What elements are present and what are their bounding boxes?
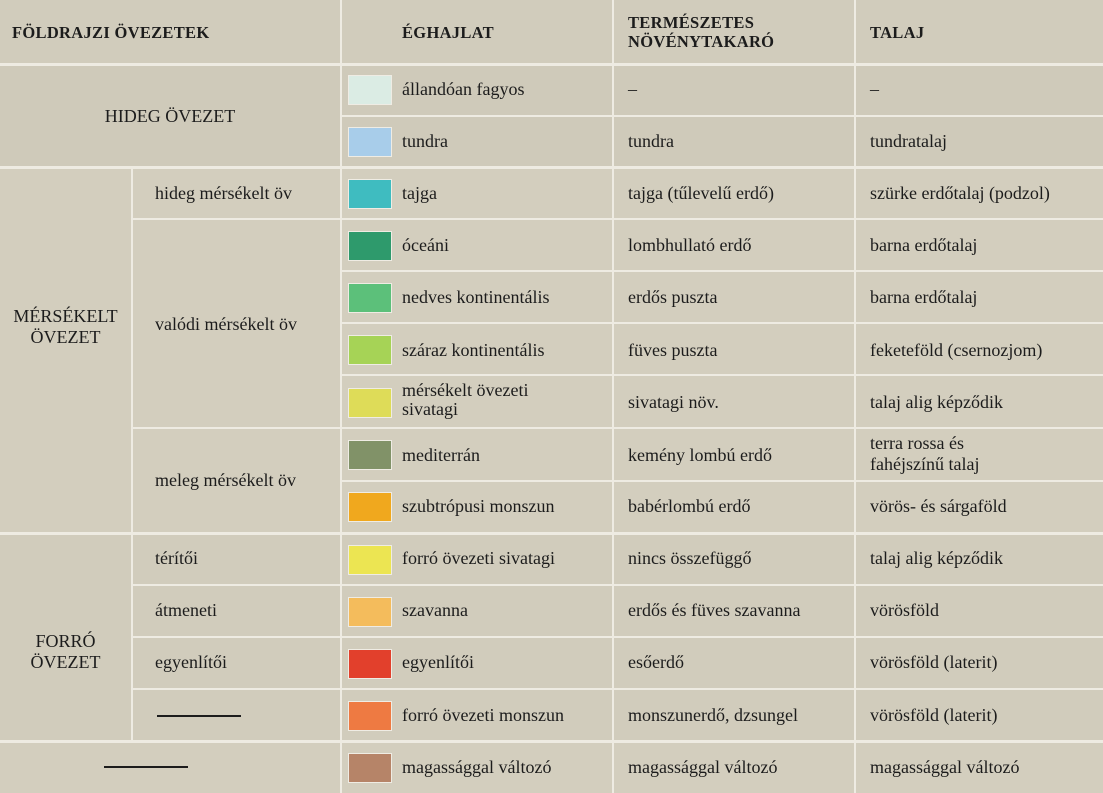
climate-mediterranean: mediterrán [402,445,480,465]
soil-equatorial: vörösföld (laterit) [870,652,998,672]
climate-subtropical-monsoon: szubtrópusi monszun [402,496,555,516]
climate-oceanic: óceáni [402,235,449,255]
soil-mediterranean-line2: fahéjszínű talaj [870,454,980,474]
header-zone: FÖLDRAJZI ÖVEZETEK [12,23,210,42]
climate-humid-continental: nedves kontinentális [402,287,550,307]
grid-hline-r8 [340,480,1103,482]
soil-hot-monsoon: vörösföld (laterit) [870,705,998,725]
grid-hline-r11 [131,636,1103,638]
vegetation-hot-desert: nincs összefüggő [628,548,752,568]
color-swatch-tundra [348,127,392,157]
subzone-tropical: térítői [155,548,198,568]
subzone-transitional: átmeneti [155,600,217,620]
color-swatch-dry-continental [348,335,392,365]
header-soil: TALAJ [870,23,925,42]
color-swatch-mediterranean [348,440,392,470]
zone-hot-label-line1: FORRÓ [35,631,96,651]
altitude-zone-dash [104,766,188,768]
soil-permafrost: – [870,79,879,99]
header-climate: ÉGHAJLAT [402,23,494,42]
grid-hline-r1 [340,115,1103,117]
grid-hline-r10 [131,584,1103,586]
climate-permafrost: állandóan fagyos [402,79,525,99]
vegetation-savanna: erdős és füves szavanna [628,600,801,620]
climate-hot-monsoon: forró övezeti monszun [402,705,564,725]
climate-temperate-desert-line1: mérsékelt övezeti [402,380,529,400]
climate-temperate-desert-line2: sivatagi [402,399,458,419]
subzone-cold-temperate: hideg mérsékelt öv [155,183,292,203]
climate-altitude: magassággal változó [402,757,552,777]
color-swatch-altitude [348,753,392,783]
climate-hot-desert: forró övezeti sivatagi [402,548,555,568]
grid-hline-cold-end [0,166,1103,169]
grid-hline-header [0,63,1103,66]
vegetation-subtropical-monsoon: babérlombú erdő [628,496,751,516]
color-swatch-permafrost [348,75,392,105]
soil-dry-continental: feketeföld (csernozjom) [870,340,1043,360]
soil-tundra: tundratalaj [870,131,947,151]
soil-taiga: szürke erdőtalaj (podzol) [870,183,1050,203]
climate-taiga: tajga [402,183,437,203]
soil-hot-desert: talaj alig képződik [870,548,1003,568]
vegetation-taiga: tajga (tűlevelű erdő) [628,183,774,203]
vegetation-dry-continental: füves puszta [628,340,718,360]
grid-vline-vegetation [854,0,856,793]
vegetation-mediterranean: kemény lombú erdő [628,445,772,465]
zone-hot-label-line2: ÖVEZET [30,652,101,672]
color-swatch-hot-monsoon [348,701,392,731]
climate-equatorial: egyenlítői [402,652,474,672]
vegetation-hot-monsoon: monszunerdő, dzsungel [628,705,798,725]
grid-hline-temperate-end [0,532,1103,535]
soil-savanna: vörösföld [870,600,939,620]
grid-vline-subzone-temperate [131,167,133,533]
color-swatch-savanna [348,597,392,627]
header-vegetation-line2: NÖVÉNYTAKARÓ [628,32,775,51]
header-vegetation-line1: TERMÉSZETES [628,13,755,32]
zone-temperate-label-line2: ÖVEZET [30,327,101,347]
subzone-true-temperate: valódi mérsékelt öv [155,314,297,334]
color-swatch-subtropical-monsoon [348,492,392,522]
grid-vline-climate [612,0,614,793]
soil-oceanic: barna erdőtalaj [870,235,978,255]
color-swatch-hot-desert [348,545,392,575]
grid-hline-r12 [131,688,1103,690]
climate-tundra: tundra [402,131,448,151]
grid-hline-r4 [340,270,1103,272]
color-swatch-equatorial [348,649,392,679]
subzone-warm-temperate: meleg mérsékelt öv [155,470,296,490]
color-swatch-oceanic [348,231,392,261]
climate-savanna: szavanna [402,600,468,620]
grid-hline-r3 [131,218,1103,220]
zone-temperate-label-line1: MÉRSÉKELT [13,306,118,326]
color-swatch-taiga [348,179,392,209]
zone-cold-label: HIDEG ÖVEZET [104,106,236,126]
soil-mediterranean-line1: terra rossa és [870,433,964,453]
vegetation-temperate-desert: sivatagi növ. [628,392,719,412]
vegetation-oceanic: lombhullató erdő [628,235,752,255]
soil-temperate-desert: talaj alig képződik [870,392,1003,412]
vegetation-humid-continental: erdős puszta [628,287,718,307]
grid-hline-hot-end [0,740,1103,743]
color-swatch-temperate-desert [348,388,392,418]
color-swatch-humid-continental [348,283,392,313]
climate-dry-continental: száraz kontinentális [402,340,545,360]
subzone-monsoon-dash [157,715,241,717]
vegetation-equatorial: esőerdő [628,652,684,672]
soil-humid-continental: barna erdőtalaj [870,287,978,307]
grid-hline-r7 [131,427,1103,429]
soil-altitude: magassággal változó [870,757,1020,777]
subzone-equatorial: egyenlítői [155,652,227,672]
vegetation-altitude: magassággal változó [628,757,778,777]
grid-hline-r5 [340,322,1103,324]
grid-hline-r6 [340,374,1103,376]
grid-vline-zone [340,0,342,793]
soil-subtropical-monsoon: vörös- és sárgaföld [870,496,1007,516]
vegetation-tundra: tundra [628,131,674,151]
vegetation-permafrost: – [628,79,637,99]
